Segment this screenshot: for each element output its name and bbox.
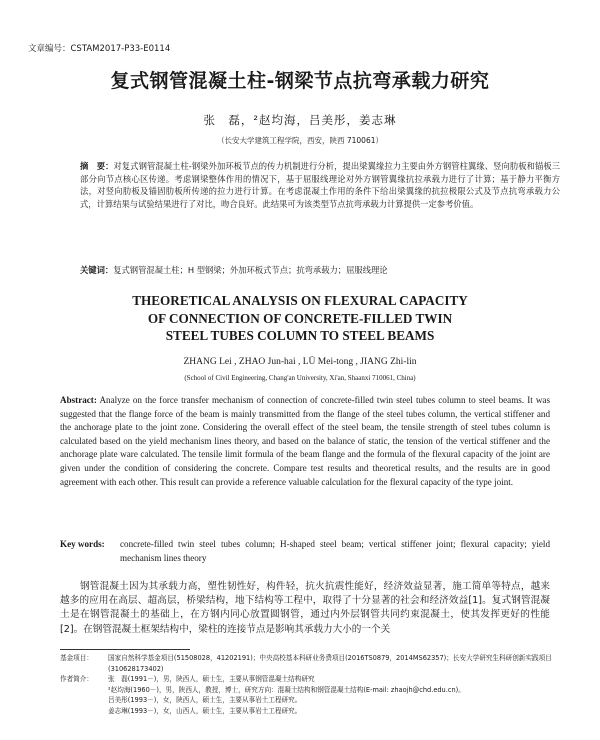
footnote-value: 吕美彤(1993－)，女，陕西人，硕士生，主要从事岩土工程研究。 (108, 696, 302, 705)
en-title (0, 292, 600, 345)
en-abstract (60, 394, 550, 489)
footnote-key (60, 695, 108, 706)
article-number: 文章编号：CSTAM2017-P33-E0114 (28, 44, 171, 54)
footnote-item (60, 706, 560, 717)
footnote-item (60, 653, 560, 674)
en-abstract-label: Abstract: (60, 395, 97, 405)
en-affiliation: (School of Civil Engineering, Chang'an University, Xi'an, Shaanxi 710061, China) (184, 374, 416, 382)
cn-abstract (80, 160, 560, 210)
cn-authors: 张 磊，²赵均海，吕美彤，姜志琳 (203, 113, 397, 127)
footnote-value: 国家自然科学基金项目(51508028，41202191)；中央高校基本科研业务费项目(2016TS0879，2014MS62357)；长安大学研究生科研创新实践项目(310628173402) (108, 654, 552, 673)
footnote-item (60, 695, 560, 706)
cn-abstract-text: 对复式钢管混凝土柱-钢梁外加环板节点的传力机制进行分析，提出梁翼缘拉力主要由外方钢管柱翼缘、竖向肋板和锚板三部分向节点核心区传递。考虑钢梁整体作用的情况下，基于屈服线理论对外方钢管翼缘抗拉承载力进行了计算；基于静力平衡方法，对竖向肋板及锚固肋板所传递的拉力进行计算。在考虑混凝土作用的条件下给出梁翼缘的抗拉极限公式及节点抗弯承载力公式，计算结果与试验结果进行了对比，吻合良好。此结果可为该类型节点抗弯承载力计算提供一定参考价值。 (80, 161, 560, 209)
cn-abstract-label: 摘 要： (80, 161, 114, 171)
cn-keywords-text: 复式钢管混凝土柱；H 型钢梁；外加环板式节点；抗弯承载力；屈服线理论 (113, 265, 388, 275)
footnote-key: 作者简介： (60, 675, 93, 684)
en-title-line: THEORETICAL ANALYSIS ON FLEXURAL CAPACITY (132, 293, 468, 308)
footnote-value: 张 磊(1991－)，男，陕西人，硕士生，主要从事钢管混凝土结构研究 (108, 675, 315, 684)
en-authors: ZHANG Lei , ZHAO Jun-hai , LÜ Mei-tong , JIANG Zhi-lin (183, 357, 417, 367)
en-title-line: STEEL TUBES COLUMN TO STEEL BEAMS (165, 328, 435, 343)
footnote-value: ²赵均海(1960－)，男，陕西人，教授，博士，研究方向：混凝土结构和钢管混凝土结构(E-mail: zhaojh@chd.edu.cn)。 (108, 685, 465, 694)
en-keywords-label: Key words: (60, 539, 105, 549)
footnote-value: 姜志琳(1993－)，女，山西人，硕士生，主要从事岩土工程研究。 (108, 706, 302, 715)
en-keywords (60, 538, 550, 565)
cn-keywords (80, 264, 560, 276)
footnote-key (60, 685, 108, 696)
footnote-item (60, 674, 560, 685)
cn-keywords-label: 关键词： (80, 265, 114, 275)
en-abstract-text: Analyze on the force transfer mechanism of connection of concrete-filled twin steel tubes column to steel beams. It was suggested that the flange force of the beam is mainly transmitted from the flange of the steel tubes column, the vertical stiffener and the anchorage plate to the joint zone. Considering the overall effect of the steel beam, the tensile strength of steel tubes column is calculated based on the yield mechanism lines theory, and based on the balance of static, the tension of the vertical stiffener and the anchorage plate ware calculated. The tensile limit formula of the beam flange and the formula of the flexural capacity of the joint are given under the condition of considering the concrete. Compare test results and theoretical results, and the results are in good agreement with each other. This result can provide a reference valuable calculation for the flexural capacity of the type joint. (60, 395, 550, 487)
footnote-key: 基金项目： (60, 654, 93, 662)
en-title-line: OF CONNECTION OF CONCRETE-FILLED TWIN (147, 310, 453, 326)
footnote-item (60, 685, 560, 696)
footnote-key (60, 706, 108, 717)
en-keywords-text: concrete-filled twin steel tubes column; H-shaped steel beam; vertical stiffener joint; flexural capacity; yield mechanism lines theory (120, 539, 550, 563)
cn-title: 复式钢管混凝土柱-钢梁节点抗弯承载力研究 (110, 70, 490, 92)
body-paragraph: 钢管混凝土因为其承载力高，塑性韧性好，构件轻，抗火抗震性能好，经济效益显著，施工简单等特点，越来越多的应用在高层、超高层，桥梁结构，地下结构等工程中，取得了十分显著的社会和经济效益[1]。复式钢管混凝土是在钢管混凝土的基础上，在方钢内同心放置圆钢管，通过内外层钢管共同约束混凝土，使其发挥更好的性能[2]。在钢管混凝土框架结构中，梁柱的连接节点是影响其承载力大小的一个关 (60, 581, 550, 635)
cn-affiliation: （长安大学建筑工程学院，西安，陕西 710061） (216, 136, 383, 145)
footnotes (60, 653, 560, 717)
footnote-divider (60, 649, 190, 650)
